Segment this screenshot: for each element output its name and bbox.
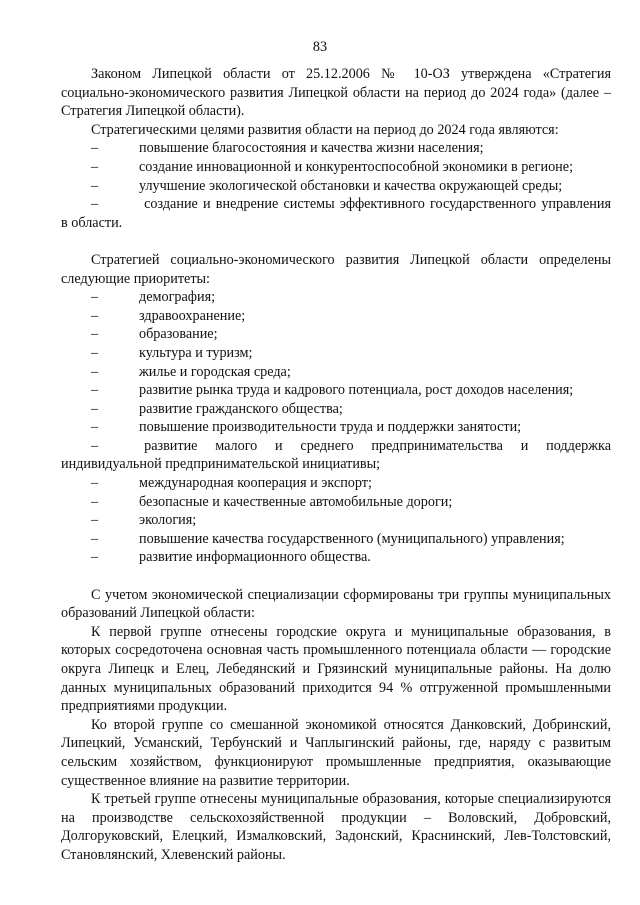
list-item-text: жилье и городская среда; [139, 363, 291, 380]
list-item-text: образование; [139, 326, 218, 343]
list-item-text: повышение благосостояния и качества жизни населения; [139, 140, 484, 157]
list-item-text: создание и внедрение системы эффективного государственного управления в области. [61, 196, 611, 231]
list-item-text: экология; [139, 512, 197, 529]
document-body [61, 65, 611, 865]
list-item-text: развитие гражданского общества; [139, 400, 343, 417]
list-item-text: повышение производительности труда и поддержки занятости; [139, 419, 522, 436]
paragraph-goals-intro: Стратегическими целями развития области на период до 2024 года являются: [91, 121, 559, 138]
paragraph-groups-intro: С учетом экономической специализации сформированы три группы муниципальных образований Липецкой области: [61, 586, 611, 622]
list-item-text: создание инновационной и конкурентоспособной экономики в регионе; [139, 158, 574, 175]
list-item [61, 493, 611, 512]
list-item [61, 195, 611, 232]
goals-list [61, 139, 611, 232]
list-item [61, 158, 611, 177]
dash-bullet: – [91, 382, 99, 399]
list-item-text: международная кооперация и экспорт; [139, 475, 372, 492]
list-item-text: культура и туризм; [139, 344, 253, 361]
list-item [61, 548, 611, 567]
list-item [61, 177, 611, 196]
dash-bullet: – [91, 363, 99, 380]
paragraph-group-three: К третьей группе отнесены муниципальные образования, которые специализируются на производстве сельскохозяйственной продукции – Воловский, Добровский, Долгоруковский, Елецкий, Измалковский, Задонский, Краснинский, Лев-Толстовский, Становлянский, Хлевенский районы. [61, 791, 611, 863]
spacer [61, 567, 611, 586]
paragraph-priorities-intro: Стратегией социально-экономического развития Липецкой области определены следующие приоритеты: [61, 251, 611, 287]
list-item-text: развитие информационного общества. [139, 549, 371, 566]
dash-bullet: – [91, 140, 99, 157]
dash-bullet: – [91, 158, 99, 175]
list-item [61, 139, 611, 158]
list-item [61, 474, 611, 493]
priorities-list [61, 288, 611, 567]
dash-bullet: – [91, 549, 99, 566]
dash-bullet: – [91, 493, 99, 510]
page-number: 83 [312, 39, 328, 55]
paragraph-strategy-law: Законом Липецкой области от 25.12.2006 № 10-ОЗ утверждена «Стратегия социально-экономического развития Липецкой области на период до 2024 года» (далее – Стратегия Липецкой области). [61, 66, 611, 120]
list-item [61, 325, 611, 344]
list-item [61, 363, 611, 382]
list-item-text: здравоохранение; [139, 307, 246, 324]
list-item [61, 381, 611, 400]
dash-bullet: – [91, 530, 99, 547]
spacer [61, 232, 611, 251]
list-item [61, 344, 611, 363]
list-item-text: безопасные и качественные автомобильные дороги; [139, 493, 453, 510]
list-item-text: демография; [139, 289, 216, 306]
dash-bullet: – [91, 307, 99, 324]
list-item-text: развитие малого и среднего предпринимательства и поддержка индивидуальной предпринимательской инициативы; [61, 437, 611, 473]
list-item [61, 530, 611, 549]
dash-bullet: – [91, 289, 99, 306]
list-item-text: улучшение экологической обстановки и качества окружающей среды; [139, 177, 563, 194]
list-item [61, 511, 611, 530]
list-item-text: повышение качества государственного (муниципального) управления; [139, 530, 565, 547]
list-item [61, 400, 611, 419]
dash-bullet: – [91, 196, 99, 213]
dash-bullet: – [91, 419, 99, 436]
list-item [61, 418, 611, 437]
list-item [61, 437, 611, 474]
dash-bullet: – [91, 437, 99, 454]
paragraph-group-one: К первой группе отнесены городские округа и муниципальные образования, в которых сосредоточена основная часть промышленного потенциала области — городские округа Липецк и Елец, Лебедянский и Грязинский муниципальные районы. На долю данных муниципальных образований приходится 94 % отгруженной промышленными предприятиями продукции. [61, 623, 611, 715]
dash-bullet: – [91, 326, 99, 343]
list-item-text: развитие рынка труда и кадрового потенциала, рост доходов населения; [139, 382, 574, 399]
dash-bullet: – [91, 344, 99, 361]
dash-bullet: – [91, 475, 99, 492]
list-item [61, 288, 611, 307]
dash-bullet: – [91, 400, 99, 417]
paragraph-group-two: Ко второй группе со смешанной экономикой относятся Данковский, Добринский, Липецкий, Усманский, Тербунский и Чаплыгинский районы, где, наряду с развитым сельским хозяйством, функционируют промышленные предприятия, оказывающие существенное влияние на развитие территории. [61, 716, 611, 789]
list-item [61, 307, 611, 326]
dash-bullet: – [91, 512, 99, 529]
dash-bullet: – [91, 177, 99, 194]
